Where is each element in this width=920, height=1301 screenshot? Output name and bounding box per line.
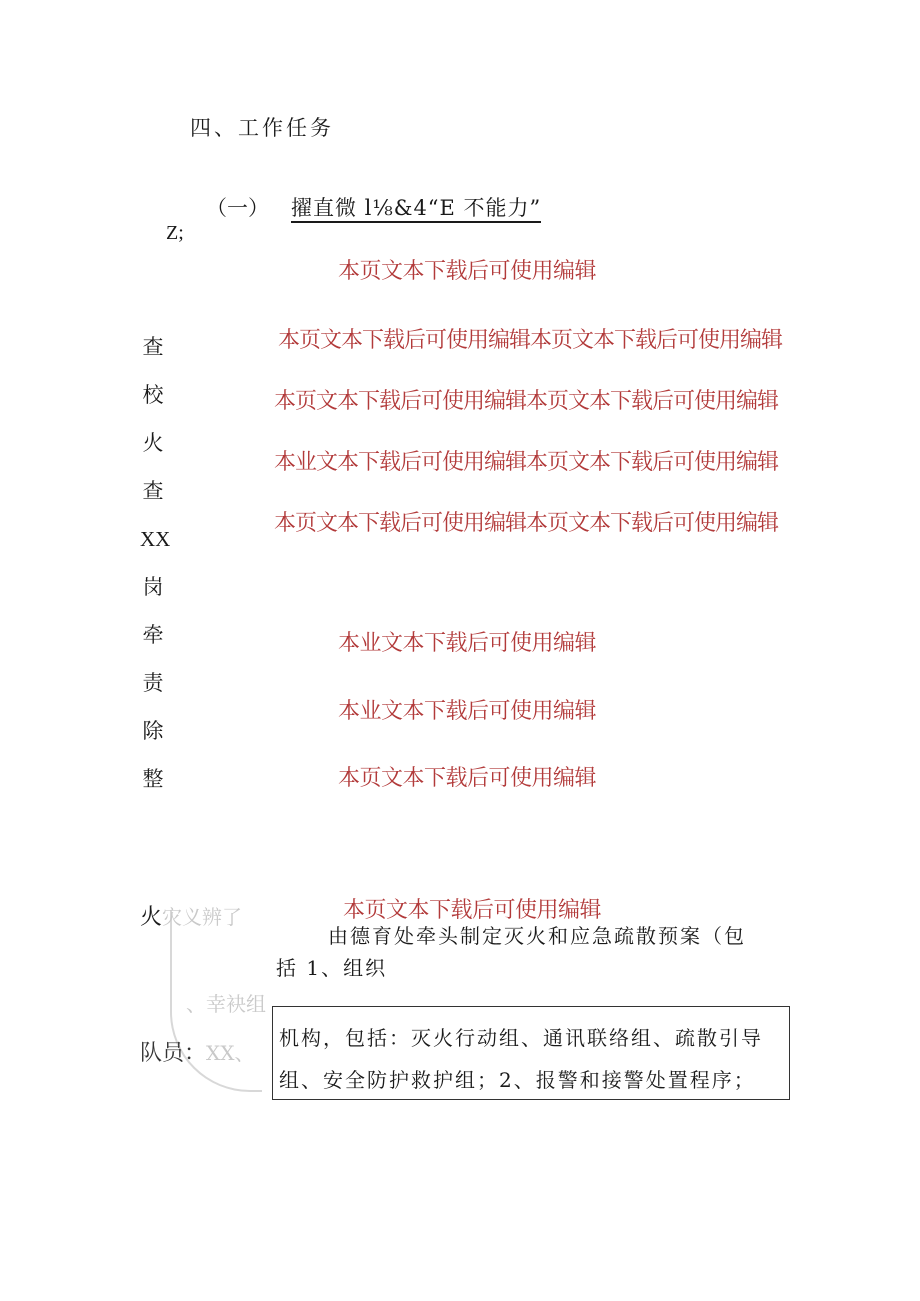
boxed-paragraph	[272, 1006, 790, 1100]
faded-text: 灾义辨了	[162, 905, 243, 929]
vertical-char: 整	[142, 767, 164, 791]
subsection-heading	[206, 192, 541, 222]
vertical-char: 火	[142, 431, 164, 455]
boxed-line: 机构，包括：灭火行动组、通讯联络组、疏散引导	[279, 1026, 763, 1050]
subsection-number: （一）	[206, 196, 269, 220]
member-label-line	[140, 1036, 255, 1067]
paragraph-line: 由德育处牵头制定灭火和应急疏散预案（包	[328, 924, 746, 948]
faded-line	[140, 900, 242, 931]
vertical-char: 岗	[142, 575, 164, 599]
vertical-char: 查	[142, 335, 164, 359]
member-label: 队员：	[140, 1041, 207, 1066]
vertical-text-column	[140, 330, 171, 810]
faded-char: 火	[140, 905, 163, 930]
paragraph-line: 括 1、组织	[276, 956, 388, 980]
watermark-line: 本业文本下载后可使用编辑	[338, 631, 597, 656]
boxed-line: 组、安全防护救护组；2、报警和接警处置程序；	[279, 1068, 756, 1092]
subsection-title: 擢直微 l⅛&4“E 不能力”	[291, 196, 541, 223]
vertical-char: 查	[142, 479, 164, 503]
faded-text: 、幸袂组	[186, 992, 266, 1016]
watermark-line: 本页文本下载后可使用编辑	[343, 898, 602, 923]
section-heading: 四、工作任务	[190, 116, 334, 140]
member-faint: XX、	[206, 1041, 255, 1065]
stray-mark: Z;	[166, 222, 184, 244]
watermark-line: 本页文本下载后可使用编辑	[338, 766, 597, 791]
vertical-char: 校	[142, 383, 164, 407]
watermark-line: 本页文本下载后可使用编辑	[338, 259, 597, 284]
watermark-line: 本业文本下载后可使用编辑	[338, 699, 597, 724]
watermark-block: 本页文本下载后可使用编辑本页文本下载后可使用编辑本页文本下载后可使用编辑本页文本下载后可使用编辑本业文本下载后可使用编辑本页文本下载后可使用编辑本页文本下载后可使用编辑本页文本下载后可使用编辑	[274, 328, 783, 536]
vertical-char: 除	[142, 719, 164, 743]
vertical-char: 责	[142, 671, 164, 695]
vertical-char: XX	[140, 527, 171, 551]
vertical-char: 牵	[142, 623, 164, 647]
